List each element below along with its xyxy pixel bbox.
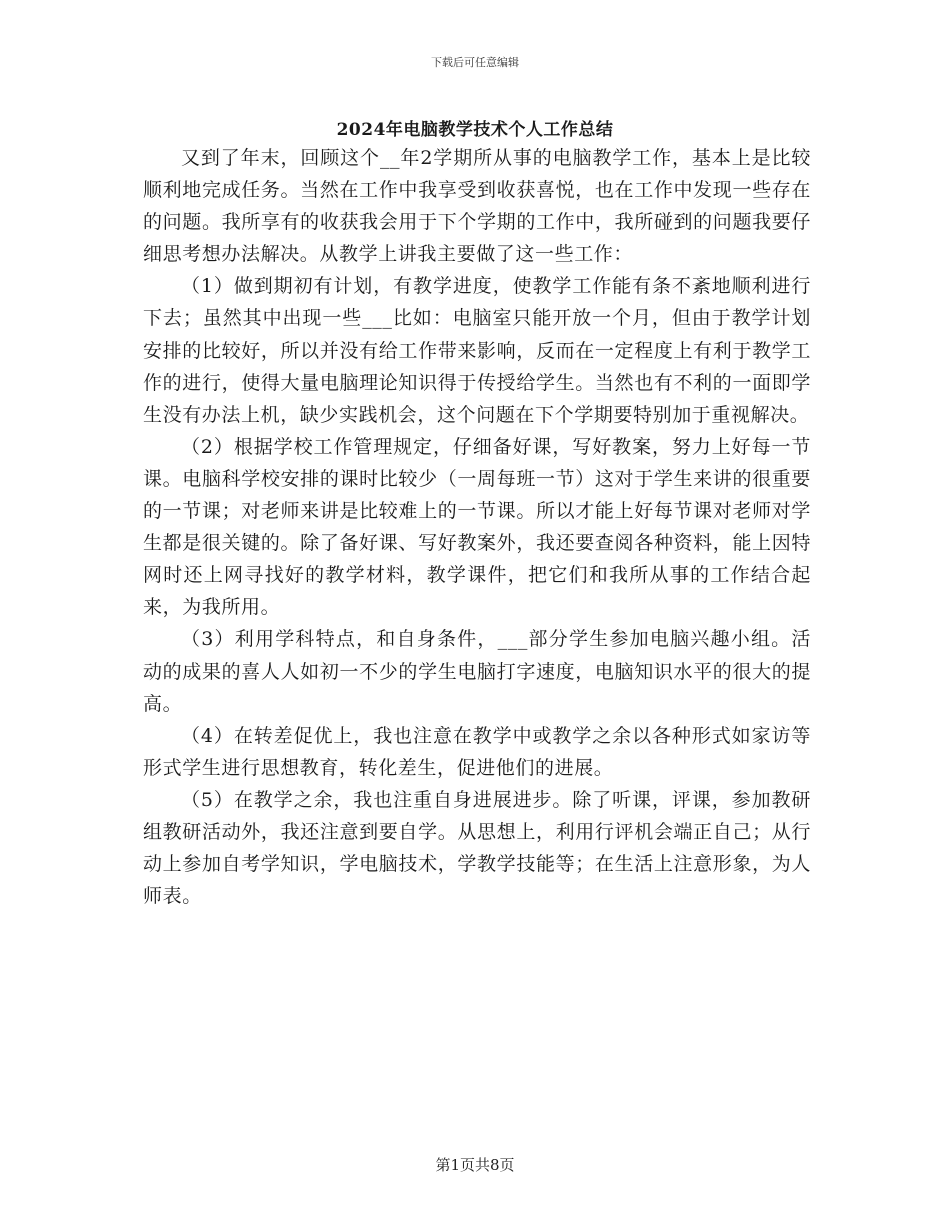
page-number: 第1页共8页: [435, 1156, 515, 1174]
paragraph-item-1: （1）做到期初有计划，有教学进度，使教学工作能有条不紊地顺利进行下去；虽然其中出现一些___比如：电脑室只能开放一个月，但由于教学计划安排的比较好，所以并没有给工作带来影响，反而在一定程度上有利于教学工作的进行，使得大量电脑理论知识得于传授给学生。当然也有不利的一面即学生没有办法上机，缺少实践机会，这个问题在下个学期要特别加于重视解决。: [143, 275, 811, 426]
paragraph-intro: 又到了年末，回顾这个__年2学期所从事的电脑教学工作，基本上是比较顺利地完成任务。当然在工作中我享受到收获喜悦，也在工作中发现一些存在的问题。我所享有的收获我会用于下个学期的工作中，我所碰到的问题我要仔细思考想办法解决。从教学上讲我主要做了这一些工作：: [143, 147, 811, 266]
paragraph-item-4: （4）在转差促优上，我也注意在教学中或教学之余以各种形式如家访等形式学生进行思想教育，转化差生，促进他们的进展。: [143, 724, 811, 779]
document-body: [143, 142, 811, 912]
document-title: 2024年电脑教学技术个人工作总结: [336, 120, 614, 140]
paragraph-item-5: （5）在教学之余，我也注重自身进展进步。除了听课，评课，参加教研组教研活动外，我还注意到要自学。从思想上，利用行评机会端正自己；从行动上参加自考学知识，学电脑技术，学教学技能等；在生活上注意形象，为人师表。: [143, 788, 811, 908]
paragraph-item-3: （3）利用学科特点，和自身条件，___部分学生参加电脑兴趣小组。活动的成果的喜人人如初一不少的学生电脑打字速度，电脑知识水平的很大的提高。: [143, 628, 811, 715]
paragraph-item-2: （2）根据学校工作管理规定，仔细备好课，写好教案，努力上好每一节课。电脑科学校安排的课时比较少（一周每班一节）这对于学生来讲的很重要的一节课；对老师来讲是比较难上的一节课。所以才能上好每节课对老师对学生都是很关键的。除了备好课、写好教案外，我还要查阅各种资料，能上因特网时还上网寻找好的教学材料，教学课件，把它们和我所从事的工作结合起来，为我所用。: [143, 435, 811, 619]
page-header-note: 下载后可任意编辑: [431, 56, 519, 69]
